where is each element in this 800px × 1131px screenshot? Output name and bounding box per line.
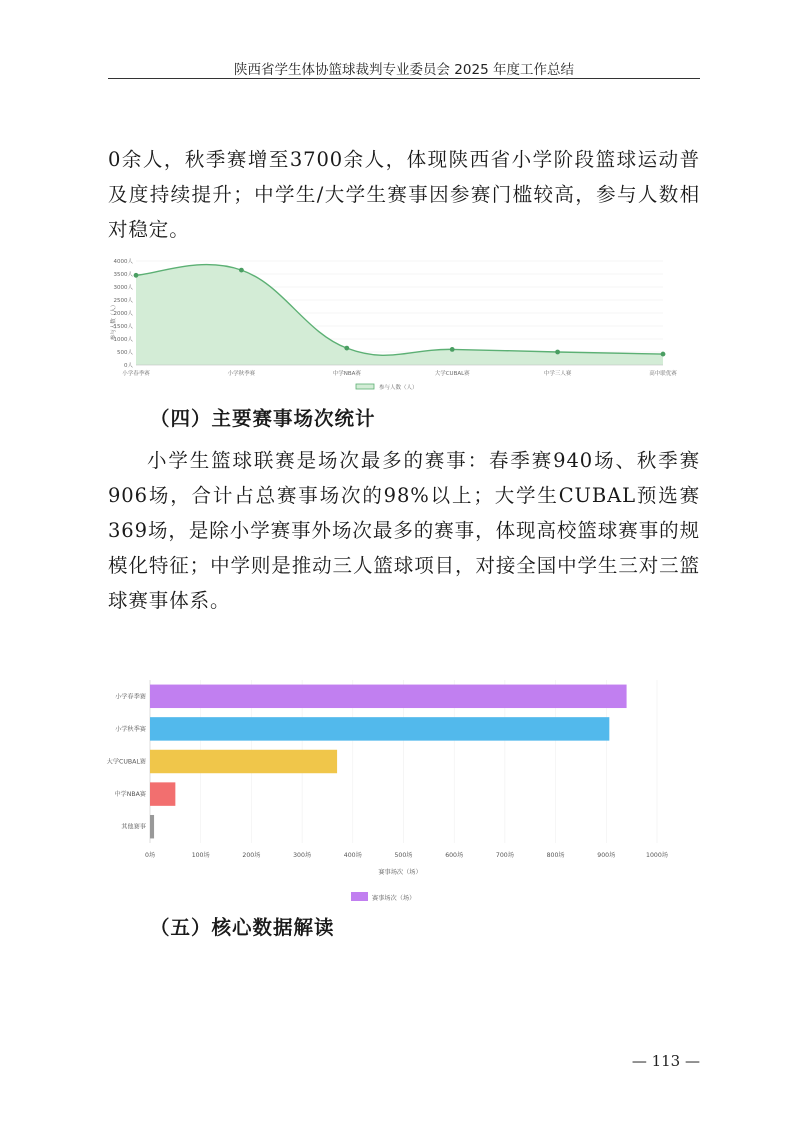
data-point	[239, 268, 244, 273]
y-tick-label: 4000人	[113, 259, 133, 265]
matches-bar-chart	[104, 665, 684, 910]
page-number: — 113 —	[631, 1052, 700, 1070]
x-tick-label: 700场	[495, 852, 514, 859]
data-point	[555, 350, 560, 355]
x-tick-label: 500场	[394, 852, 413, 859]
header-rule	[108, 78, 700, 79]
x-tick-label: 小学秋季赛	[227, 371, 256, 377]
data-point	[134, 273, 139, 278]
x-tick-label: 1000场	[646, 852, 668, 859]
bar	[150, 717, 609, 740]
paragraph-matches: 小学生篮球联赛是场次最多的赛事：春季赛940场、秋季赛906场，合计占总赛事场次的98%以上；大学生CUBAL预选赛369场，是除小学赛事外场次最多的赛事，体现高校篮球赛事的规模化特征；中学则是推动三人篮球项目，对接全国中学生三对三篮球赛事体系。	[108, 449, 700, 612]
y-tick-label: 2500人	[113, 298, 133, 304]
x-axis-label: 赛事场次（场）	[378, 869, 422, 876]
bar	[150, 815, 154, 838]
bar	[150, 750, 337, 773]
x-tick-label: 300场	[293, 852, 312, 859]
x-tick-label: 高中联优赛	[649, 371, 677, 377]
x-tick-label: 600场	[445, 852, 464, 859]
x-tick-label: 大学CUBAL赛	[434, 371, 470, 377]
y-tick-label: 3000人	[113, 285, 133, 291]
bar	[150, 685, 627, 708]
x-tick-label: 100场	[191, 852, 210, 859]
chart2-legend	[351, 892, 415, 902]
legend-label: 赛事场次（场）	[372, 895, 416, 902]
legend-label: 参与人数（人）	[379, 385, 418, 391]
x-tick-label: 中学NBA赛	[332, 371, 361, 377]
participants-area	[136, 265, 663, 365]
y-tick-label: 其他赛事	[121, 823, 146, 831]
x-tick-label: 中学三人赛	[543, 371, 572, 377]
paragraph-participants: 0余人，秋季赛增至3700余人，体现陕西省小学阶段篮球运动普及度持续提升；中学生/大学生赛事因参赛门槛较高，参与人数相对稳定。	[108, 148, 700, 241]
x-tick-label: 0场	[144, 852, 156, 859]
x-tick-label: 200场	[242, 852, 261, 859]
running-header: 陕西省学生体协篮球裁判专业委员会 2025 年度工作总结	[234, 62, 574, 78]
bar	[150, 782, 175, 805]
participants-area-chart	[108, 253, 688, 395]
data-point	[450, 347, 455, 352]
x-tick-label: 小学春季赛	[122, 371, 150, 377]
section-heading-5: （五）核心数据解读	[150, 916, 335, 939]
y-tick-label: 1000人	[113, 337, 133, 343]
y-tick-label: 小学秋季赛	[115, 725, 146, 733]
x-tick-label: 900场	[597, 852, 616, 859]
y-tick-label: 500人	[117, 350, 133, 356]
y-axis-label: 参与人数（人）	[111, 301, 117, 341]
y-tick-label: 大学CUBAL赛	[106, 758, 146, 766]
y-tick-label: 0人	[124, 363, 133, 369]
data-point	[344, 346, 349, 351]
y-tick-label: 1500人	[113, 324, 133, 330]
x-tick-label: 400场	[343, 852, 362, 859]
y-tick-label: 中学NBA赛	[114, 791, 146, 799]
x-tick-label: 800场	[546, 852, 565, 859]
data-point	[661, 352, 666, 357]
y-tick-label: 小学春季赛	[115, 693, 146, 701]
y-tick-label: 2000人	[113, 311, 133, 317]
section-heading-4: （四）主要赛事场次统计	[150, 407, 376, 430]
chart1-legend	[356, 383, 418, 391]
y-tick-label: 3500人	[113, 272, 133, 278]
